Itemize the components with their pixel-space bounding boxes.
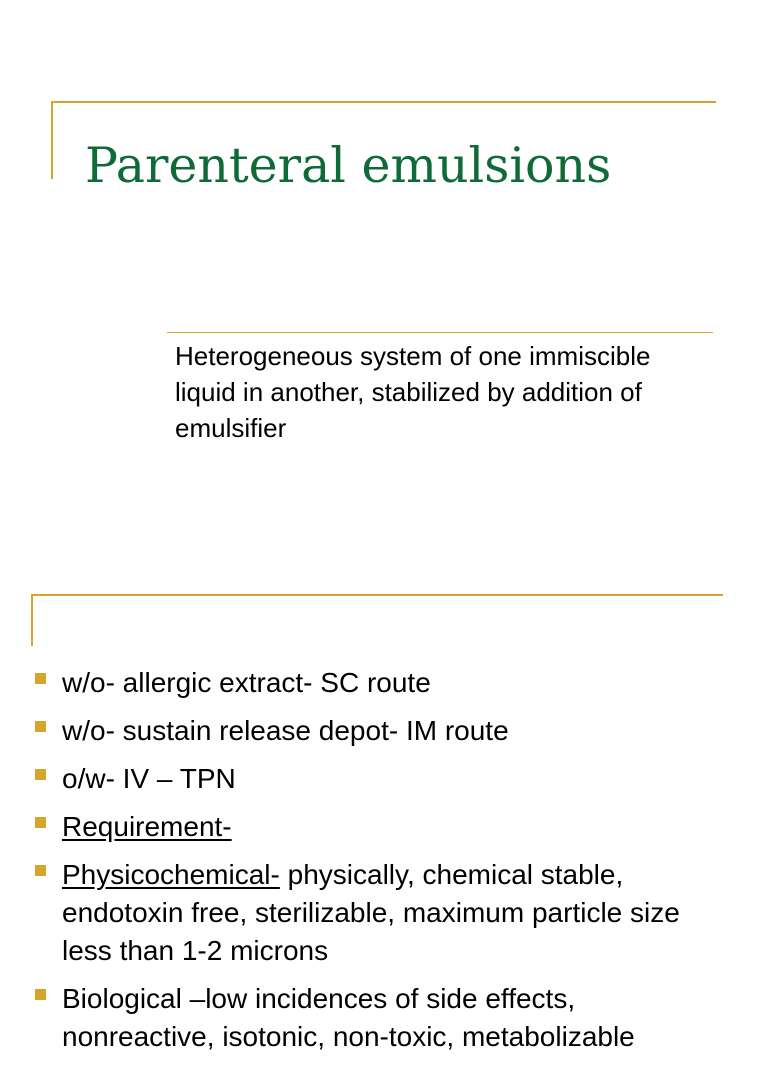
square-bullet-icon [35,817,46,828]
subtitle-rule [167,332,713,333]
slide1-frame-top-rule [51,101,716,103]
square-bullet-icon [35,721,46,732]
bullet-list [0,664,768,1066]
bullet-heading-physicochemical: Physicochemical- [62,859,280,890]
bullet-text: physically, chemical stable, endotoxin free, sterilizable, maximum particle size less than 1-2 microns [62,859,680,966]
bullet-item [0,980,768,1056]
square-bullet-icon [35,989,46,1000]
bullet-item [0,664,768,702]
slide-title: Parenteral emulsions [85,137,612,194]
bullet-text: o/w- IV – TPN [62,763,236,794]
bullet-text: w/o- sustain release depot- IM route [62,715,509,746]
slide2-frame-left-rule [31,594,33,646]
slide2-frame-top-rule [31,594,723,596]
bullet-text: Biological –low incidences of side effects, nonreactive, isotonic, non-toxic, metabolizable [62,983,635,1052]
square-bullet-icon [35,673,46,684]
square-bullet-icon [35,865,46,876]
bullet-text: w/o- allergic extract- SC route [62,667,431,698]
square-bullet-icon [35,769,46,780]
slide-subtitle: Heterogeneous system of one immiscible liquid in another, stabilized by addition of emulsifier [175,341,651,443]
bullet-item [0,760,768,798]
bullet-item [0,808,768,846]
slide1-frame-left-rule [51,101,53,179]
bullet-item [0,856,768,970]
bullet-item [0,712,768,750]
bullet-heading-requirement: Requirement- [62,811,232,842]
